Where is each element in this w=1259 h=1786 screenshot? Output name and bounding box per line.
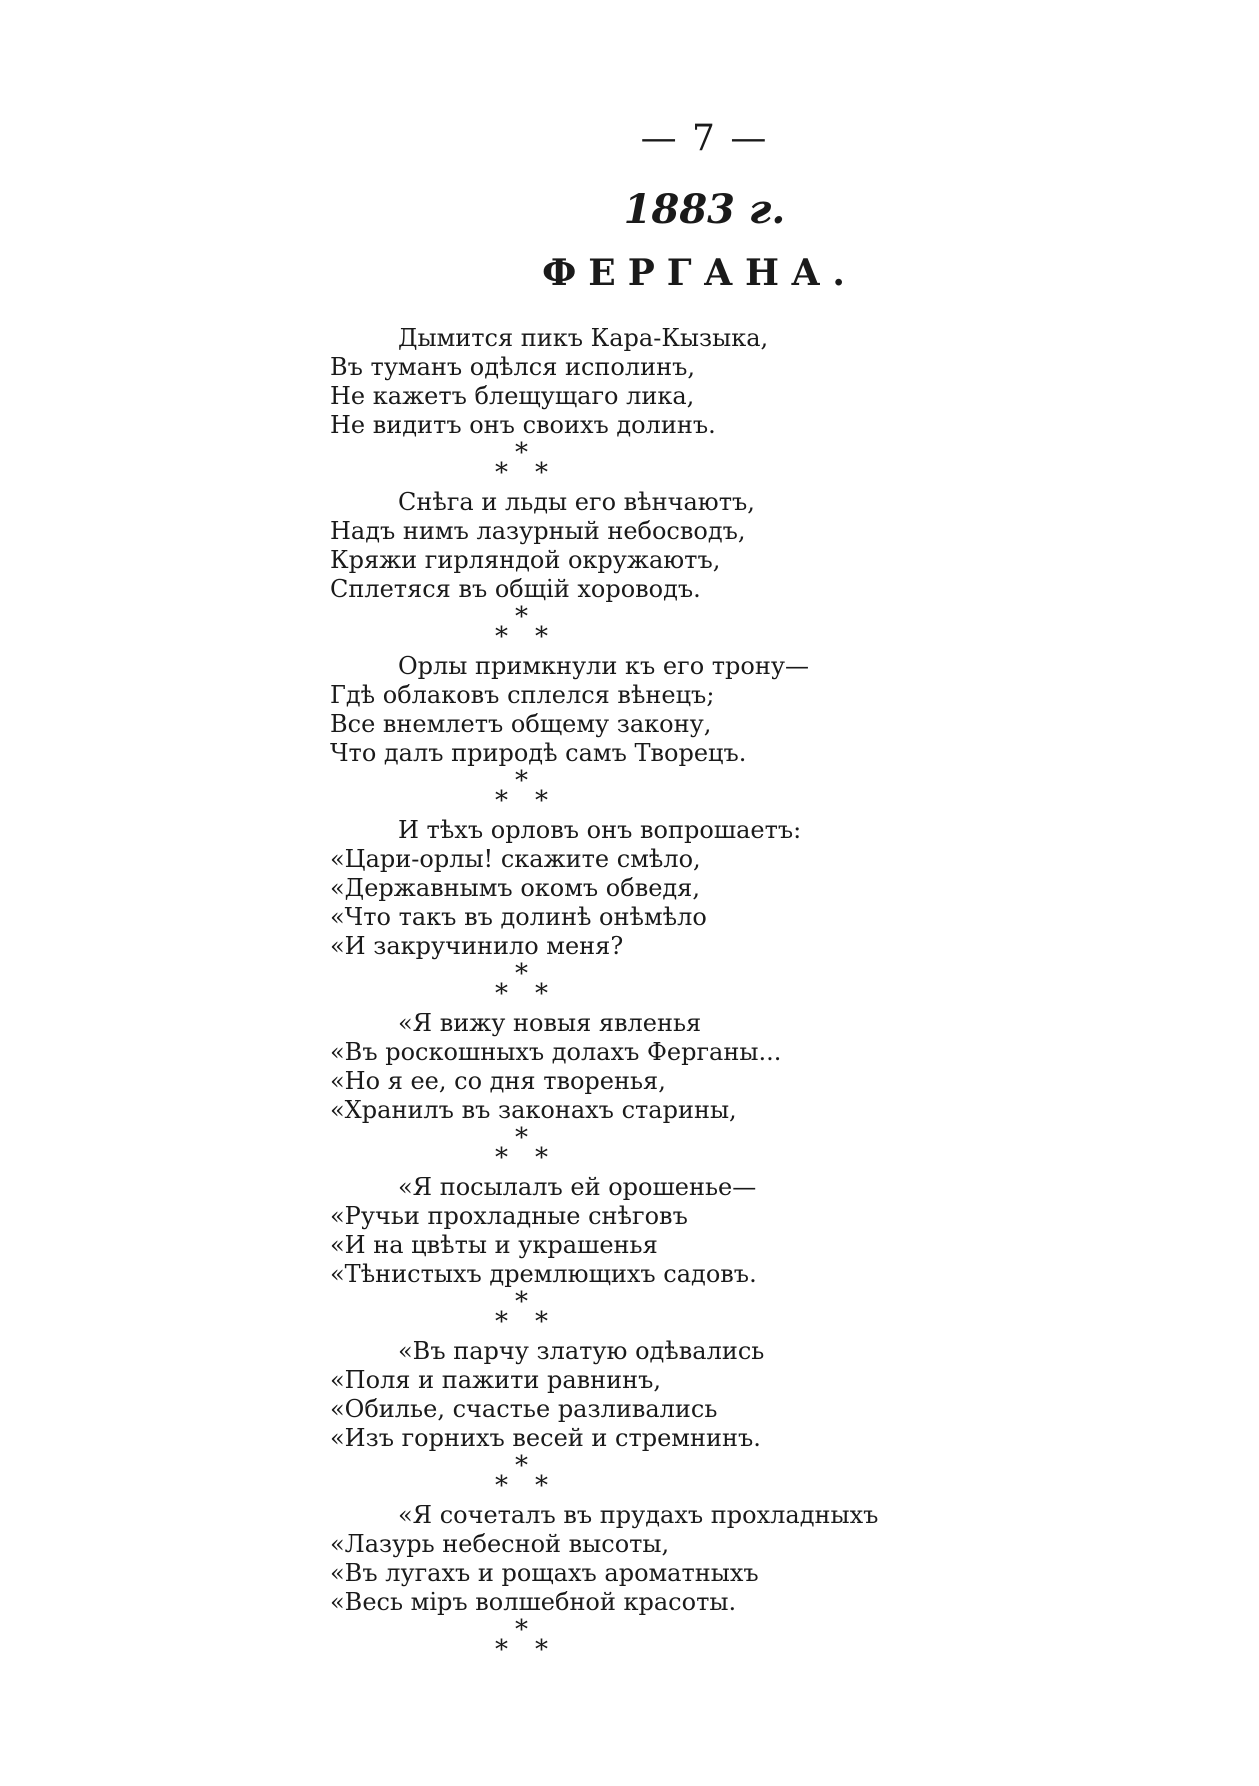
asterism-star: * (495, 622, 508, 652)
year-heading: 1883 г. (623, 186, 786, 233)
asterism-star: * (515, 766, 528, 796)
poem-line: Гдѣ облаковъ сплелся вѣнецъ; (330, 681, 715, 709)
poem-line: Снѣга и льды его вѣнчаютъ, (398, 488, 755, 516)
poem-line: Орлы примкнули къ его трону— (398, 652, 809, 680)
asterism-star: * (515, 959, 528, 989)
asterism-star: * (495, 979, 508, 1009)
asterism-star: * (515, 1451, 528, 1481)
poem-line: «Я вижу новыя явленья (398, 1009, 702, 1037)
asterism-star: * (535, 1471, 548, 1501)
poem-line: «Я сочеталъ въ прудахъ прохладныхъ (398, 1501, 879, 1529)
asterism-star: * (515, 1287, 528, 1317)
asterism-star: * (515, 438, 528, 468)
asterism-separator (495, 440, 695, 488)
poem-line: «Весь міръ волшебной красоты. (330, 1588, 737, 1616)
stanza (330, 1501, 890, 1617)
asterism-separator (495, 768, 695, 816)
asterism-separator (495, 1125, 695, 1173)
asterism-star: * (515, 602, 528, 632)
asterism-star: * (495, 786, 508, 816)
asterism-star: * (495, 1471, 508, 1501)
asterism-star: * (495, 1307, 508, 1337)
poem-line: Дымится пикъ Кара-Кызыка, (398, 324, 769, 352)
asterism-separator (495, 1289, 695, 1337)
asterism-star: * (535, 622, 548, 652)
poem-line: «Хранилъ въ законахъ старины, (330, 1096, 737, 1124)
poem-line: Надъ нимъ лазурный небосводъ, (330, 517, 746, 545)
stanza (330, 324, 890, 440)
page-number: — 7 — (640, 118, 769, 159)
asterism-separator (495, 1617, 695, 1665)
poem-line: «Обилье, счастье разливались (330, 1395, 718, 1423)
stanza (330, 652, 890, 768)
poem-line: Сплетяся въ общій хороводъ. (330, 575, 701, 603)
stanza (330, 1009, 890, 1125)
poem-line: «Что такъ въ долинѣ онѣмѣло (330, 903, 707, 931)
poem-line: «Но я ее, со дня творенья, (330, 1067, 666, 1095)
poem-line: И тѣхъ орловъ онъ вопрошаетъ: (398, 816, 802, 844)
poem-line: «Я посылалъ ей орошенье— (398, 1173, 757, 1201)
poem-line: Не кажетъ блещущаго лика, (330, 382, 695, 410)
stanza (330, 1173, 890, 1289)
poem-title: ФЕРГАНА. (542, 252, 857, 294)
poem-line: «И на цвѣты и украшенья (330, 1231, 658, 1259)
stanza (330, 488, 890, 604)
asterism-star: * (495, 1635, 508, 1665)
stanza (330, 1337, 890, 1453)
poem-line: «И закручинило меня? (330, 932, 624, 960)
asterism-separator (495, 961, 695, 1009)
poem-body (330, 324, 890, 1665)
asterism-star: * (495, 458, 508, 488)
asterism-separator (495, 604, 695, 652)
asterism-star: * (535, 1143, 548, 1173)
poem-line: Не видитъ онъ своихъ долинъ. (330, 411, 716, 439)
asterism-star: * (495, 1143, 508, 1173)
asterism-separator (495, 1453, 695, 1501)
poem-line: «Цари-орлы! скажите смѣло, (330, 845, 701, 873)
poem-line: «Ручьи прохладные снѣговъ (330, 1202, 688, 1230)
poem-line: «Тѣнистыхъ дремлющихъ садовъ. (330, 1260, 757, 1288)
poem-line: «Державнымъ окомъ обведя, (330, 874, 700, 902)
asterism-star: * (535, 458, 548, 488)
poem-line: Кряжи гирляндой окружаютъ, (330, 546, 721, 574)
poem-line: Въ туманъ одѣлся исполинъ, (330, 353, 695, 381)
asterism-star: * (535, 979, 548, 1009)
asterism-star: * (535, 786, 548, 816)
asterism-star: * (515, 1615, 528, 1645)
poem-line: Все внемлетъ общему закону, (330, 710, 712, 738)
poem-line: «Лазурь небесной высоты, (330, 1530, 670, 1558)
asterism-star: * (515, 1123, 528, 1153)
poem-line: «Въ роскошныхъ долахъ Ферганы... (330, 1038, 782, 1066)
poem-line: «Изъ горнихъ весей и стремнинъ. (330, 1424, 761, 1452)
asterism-star: * (535, 1307, 548, 1337)
poem-line: «Поля и пажити равнинъ, (330, 1366, 662, 1394)
poem-line: «Въ лугахъ и рощахъ ароматныхъ (330, 1559, 759, 1587)
stanza (330, 816, 890, 961)
poem-line: Что далъ природѣ самъ Творецъ. (330, 739, 747, 767)
asterism-star: * (535, 1635, 548, 1665)
poem-line: «Въ парчу златую одѣвались (398, 1337, 765, 1365)
